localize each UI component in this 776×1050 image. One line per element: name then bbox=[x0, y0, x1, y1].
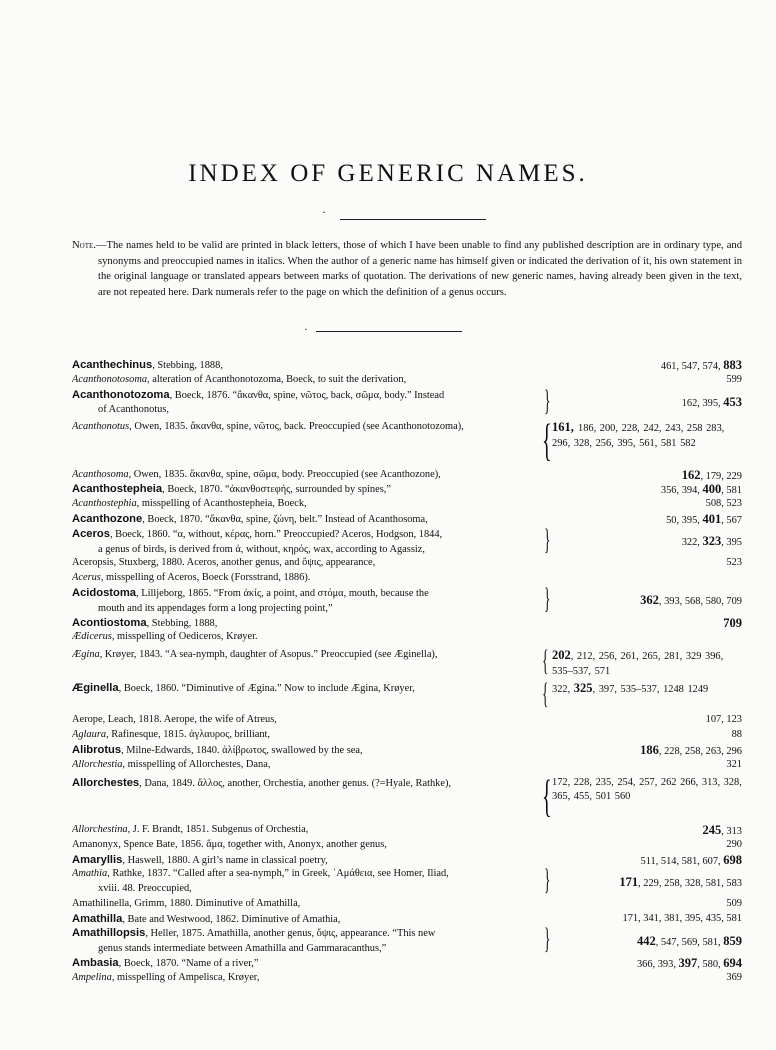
ornament-dot: · bbox=[322, 205, 326, 219]
note-text: —The names held to be valid are printed in black letters, those of which I have been unable to find any published description are in ordinary type, and synonyms and preoccupied names in italics. When the author of a generic name has himself given or indicated the derivation of it, his own statement in the original language or translated appears between marks of quotation. The derivations of new generic names, having already been given in the text, are not repeated here. Dark numerals refer to the page on which the definition of a genus occurs. bbox=[95, 240, 742, 298]
entry-text bbox=[72, 522, 551, 558]
entry-text bbox=[72, 823, 550, 838]
index-entry bbox=[72, 616, 742, 631]
genus-name: Amaryllis bbox=[72, 853, 123, 866]
genus-citation: , Lilljeborg, 1865. “From ἀκίς, a point, and στόμα, mouth, because the bbox=[136, 587, 429, 599]
brace-mark: } bbox=[544, 922, 551, 956]
page-numbers: 461, 547, 574, bbox=[660, 361, 724, 372]
page-numbers: , 228, 258, 263, 296 bbox=[658, 745, 742, 757]
genus-citation: , Rathke, 1837. “Called after a sea-nymph,” in Greek, ᾿Αμάθεια, see Homer, Iliad, bbox=[107, 868, 449, 880]
brace-mark: { bbox=[542, 644, 549, 678]
page-references bbox=[552, 728, 742, 743]
page-references bbox=[552, 971, 742, 986]
genus-name: Allorchestia bbox=[72, 758, 123, 770]
genus-name: Allorchestina bbox=[72, 823, 128, 835]
genus-citation: , misspelling of Aceros, Boeck (Forsstrand, 1886). bbox=[100, 572, 311, 584]
genus-citation: , misspelling of Allorchestes, Dana, bbox=[122, 758, 271, 770]
genus-citation: , Dana, 1849. ἄλλος, another, Orchestia, another genus. (?=Hyale, Rathke), bbox=[139, 777, 452, 789]
genus-name: Amathillopsis bbox=[72, 927, 146, 940]
index-entry bbox=[72, 838, 742, 853]
bold-page-number-end: 859 bbox=[723, 933, 742, 948]
page-numbers: 599 bbox=[726, 373, 742, 385]
note-paragraph bbox=[72, 238, 742, 300]
index-entry bbox=[72, 571, 742, 586]
entry-text bbox=[72, 776, 550, 792]
genus-name: Aglaura bbox=[72, 729, 107, 741]
genus-citation: , misspelling of Ampelisca, Krøyer, bbox=[111, 971, 260, 983]
genus-citation: , Haswell, 1880. A girl’s name in classical poetry, bbox=[122, 854, 328, 866]
index-entry bbox=[72, 823, 742, 838]
page-references bbox=[552, 681, 742, 698]
entry-text bbox=[72, 468, 550, 483]
genus-name: Æginella bbox=[72, 681, 119, 694]
page-references bbox=[552, 758, 742, 773]
genus-citation: , alteration of Acanthonotozoma, Boeck, to suit the derivation, bbox=[147, 373, 407, 385]
page-references bbox=[552, 497, 742, 512]
page-numbers-after: , 397, 535–537, 1248 1249 bbox=[592, 683, 709, 695]
entry-text bbox=[72, 482, 550, 498]
genus-name: Acanthonotus bbox=[72, 421, 130, 433]
page-numbers: 369 bbox=[726, 971, 742, 983]
genus-citation: , Owen, 1835. ἄκανθα, spine, σῶμα, body. Preoccupied (see Acanthozone), bbox=[128, 468, 441, 480]
genus-citation: , misspelling of Acanthostepheia, Boeck, bbox=[136, 498, 307, 510]
bold-page-number: 453 bbox=[723, 394, 742, 409]
genus-name: Acontiostoma bbox=[72, 616, 147, 629]
genus-citation-continued: genus stands intermediate between Amathilla and Gammaracanthus,” bbox=[98, 943, 387, 955]
index-entry bbox=[72, 956, 742, 971]
page-numbers-after: , 581 bbox=[721, 485, 742, 497]
brace-mark: } bbox=[544, 581, 551, 615]
bold-page-number: 401 bbox=[702, 511, 722, 526]
entry-text bbox=[72, 743, 550, 759]
brace-mark: } bbox=[544, 522, 551, 556]
genus-citation: , Spence Bate, 1856. ἅμα, together with, Anonyx, another genus, bbox=[118, 838, 387, 850]
page-title: INDEX OF GENERIC NAMES. bbox=[188, 160, 588, 187]
page-numbers: , 229, 258, 328, 581, 583 bbox=[638, 877, 742, 889]
entry-text bbox=[72, 512, 550, 528]
index-entry bbox=[72, 630, 742, 645]
page-numbers: 366, 393, bbox=[636, 959, 679, 971]
entry-text bbox=[72, 838, 550, 853]
bold-page-number-end: 694 bbox=[723, 956, 742, 971]
page-numbers: 508, 523 bbox=[705, 498, 742, 510]
page-numbers: , 212, 256, 261, 265, 281, 329 396, 535–537, 571 bbox=[552, 651, 724, 677]
genus-citation: , Boeck, 1860. “Diminutive of Ægina.” Now to include Ægina, Krøyer, bbox=[118, 682, 415, 694]
genus-citation-continued: mouth and its appendages form a long projecting point,” bbox=[98, 602, 333, 614]
bold-page-number: 245 bbox=[702, 822, 722, 837]
genus-name: Acanthechinus bbox=[72, 359, 153, 371]
genus-name: Ædicerus bbox=[72, 631, 112, 643]
page-numbers: 171, 341, 381, 395, 435, 581 bbox=[622, 912, 742, 924]
index-entry bbox=[72, 743, 742, 758]
entry-text bbox=[72, 616, 550, 632]
page-numbers: 186, 200, 228, 242, 243, 258 283, 296, 328, 256, 395, 561, 581 582 bbox=[552, 423, 725, 449]
index-entry bbox=[72, 581, 742, 616]
genus-citation: , Boeck, 1870. “ἄκανθα, spine, ζώνη, belt.” Instead of Acanthosoma, bbox=[142, 513, 428, 525]
index-entry bbox=[72, 853, 742, 868]
entry-text bbox=[72, 922, 551, 957]
bold-page-number: 161, bbox=[552, 420, 578, 435]
genus-citation: , Boeck, 1860. “α, without, κέρας, horn.” Preoccupied? Aceros, Hodgson, 1844, bbox=[109, 528, 443, 540]
page-numbers-after: , 567 bbox=[721, 514, 742, 526]
entry-text bbox=[72, 383, 551, 419]
entry-text bbox=[72, 420, 550, 435]
entry-text bbox=[72, 571, 550, 586]
genus-citation: , Stebbing, 1888, bbox=[146, 617, 218, 629]
entry-text bbox=[72, 681, 550, 697]
entry-text bbox=[72, 556, 550, 571]
index-entry bbox=[72, 383, 742, 418]
entry-text bbox=[72, 358, 550, 374]
genus-citation: , Milne-Edwards, 1840. ἀλίβρωτος, swallowed by the sea, bbox=[121, 744, 363, 756]
entry-text bbox=[72, 853, 550, 869]
index-entry bbox=[72, 770, 742, 821]
entry-text bbox=[72, 758, 550, 773]
page-numbers: 322, bbox=[681, 537, 703, 549]
page-numbers: 50, 395, bbox=[666, 514, 703, 526]
page-references bbox=[552, 648, 742, 680]
page-references bbox=[552, 897, 742, 912]
title-rule bbox=[340, 219, 486, 220]
bold-page-number: 698 bbox=[723, 852, 742, 867]
entry-text bbox=[72, 713, 550, 728]
index-entry bbox=[72, 512, 742, 527]
index-entry bbox=[72, 713, 742, 728]
entry-text bbox=[72, 971, 550, 986]
brace-mark: { bbox=[542, 415, 552, 466]
page-numbers: , 547, 569, 581, bbox=[655, 936, 724, 948]
index-entry bbox=[72, 468, 742, 483]
entry-text bbox=[72, 648, 550, 663]
page-numbers: , 393, 568, 580, 709 bbox=[658, 596, 742, 608]
genus-citation: , Stuxberg, 1880. Aceros, another genus, and ὄψις, appearance, bbox=[113, 557, 376, 569]
index-entry bbox=[72, 373, 742, 388]
genus-citation-continued: of Acanthonotus, bbox=[98, 404, 169, 416]
genus-citation: , J. F. Brandt, 1851. Subgenus of Orchestia, bbox=[127, 823, 309, 835]
page-numbers: 511, 514, 581, 607, bbox=[640, 855, 724, 867]
genus-name: Aceros bbox=[72, 527, 110, 540]
genus-name: Ægina bbox=[72, 649, 100, 661]
genus-citation: , Boeck, 1870. “ἀκανθοστεφής, surrounded by spines,” bbox=[162, 484, 391, 496]
genus-name: Alibrotus bbox=[72, 743, 122, 756]
genus-name: Acanthonotozoma bbox=[72, 388, 170, 401]
index-entry bbox=[72, 971, 742, 986]
genus-citation: , misspelling of Oediceros, Krøyer. bbox=[111, 631, 258, 643]
bold-page-number: 362 bbox=[640, 593, 659, 608]
page-numbers: 88 bbox=[731, 729, 742, 741]
genus-citation: , Leach, 1818. Aerope, the wife of Atreus, bbox=[102, 714, 277, 726]
bold-page-number: 400 bbox=[702, 482, 722, 497]
index-entries bbox=[72, 358, 742, 986]
page-numbers: 321 bbox=[726, 758, 742, 770]
index-entry bbox=[72, 912, 742, 927]
brace-mark: { bbox=[542, 676, 549, 710]
entry-text bbox=[72, 373, 550, 388]
genus-name: Ambasia bbox=[72, 957, 119, 970]
bold-page-number: 202 bbox=[552, 648, 571, 663]
page-references bbox=[552, 395, 742, 412]
page-references bbox=[552, 934, 742, 951]
entry-text bbox=[72, 956, 550, 972]
index-entry bbox=[72, 522, 742, 557]
page-references bbox=[552, 556, 742, 571]
genus-citation: , Stebbing, 1888, bbox=[152, 360, 223, 371]
genus-citation: , Rafinesque, 1815. ἀγλαυρος, brilliant, bbox=[106, 729, 271, 741]
page-references bbox=[552, 875, 742, 892]
genus-name: Acanthozone bbox=[72, 512, 143, 525]
genus-name: Acanthostephia bbox=[72, 498, 137, 510]
page-numbers: 162, 395, bbox=[681, 397, 724, 409]
page-references bbox=[552, 420, 742, 452]
bold-page-number: 186 bbox=[640, 742, 659, 757]
page-numbers: 356, 394, bbox=[660, 485, 703, 497]
bold-page-number: 397 bbox=[678, 956, 698, 971]
bold-page-number: 883 bbox=[723, 358, 742, 372]
genus-name: Acanthostepheia bbox=[72, 483, 163, 496]
bold-page-number: 709 bbox=[723, 615, 742, 630]
entry-text bbox=[72, 581, 551, 617]
page-numbers: 523 bbox=[726, 557, 742, 569]
page-references bbox=[552, 776, 742, 806]
genus-name: Acanthosoma bbox=[72, 468, 129, 480]
genus-name: Amathilla bbox=[72, 912, 123, 925]
index-entry bbox=[72, 897, 742, 912]
brace-mark: } bbox=[544, 863, 551, 897]
genus-name: Allorchestes bbox=[72, 776, 140, 789]
genus-name: Amanonyx bbox=[72, 838, 119, 850]
bold-page-number: 323 bbox=[702, 534, 722, 549]
index-entry bbox=[72, 728, 742, 743]
genus-name: Acidostoma bbox=[72, 586, 137, 599]
page-references bbox=[552, 713, 742, 728]
bold-page-number: 442 bbox=[636, 933, 656, 948]
page-numbers: , 313 bbox=[721, 825, 742, 837]
entry-text bbox=[72, 630, 550, 645]
index-entry bbox=[72, 358, 742, 373]
genus-name: Amathilinella bbox=[72, 897, 130, 909]
genus-citation: , Bate and Westwood, 1862. Diminutive of Amathia, bbox=[122, 913, 341, 925]
index-entry bbox=[72, 556, 742, 571]
note-rule bbox=[316, 331, 462, 332]
bold-page-number: 162 bbox=[681, 467, 701, 482]
page-numbers: 290 bbox=[726, 838, 742, 850]
entry-text bbox=[72, 728, 550, 743]
entry-text bbox=[72, 863, 551, 897]
brace-mark: } bbox=[544, 383, 551, 417]
genus-name: Acerus bbox=[72, 572, 101, 584]
page-numbers: 322, bbox=[552, 683, 574, 695]
genus-citation: , Owen, 1835. ἄκανθα, spine, νῶτος, back. Preoccupied (see Acanthonotozoma), bbox=[129, 421, 464, 433]
genus-name: Aceropsis bbox=[72, 557, 114, 569]
genus-name: Acanthonotosoma bbox=[72, 373, 148, 385]
index-entry bbox=[72, 758, 742, 773]
genus-citation: , Krøyer, 1843. “A sea-nymph, daughter of Asopus.” Preoccupied (see Æginella), bbox=[99, 649, 438, 661]
genus-citation: , Grimm, 1880. Diminutive of Amathilla, bbox=[129, 897, 301, 909]
genus-name: Ampelina bbox=[72, 971, 112, 983]
genus-name: Aerope bbox=[72, 714, 103, 726]
entry-text bbox=[72, 497, 550, 512]
genus-citation: , Boeck, 1876. “ἄκανθα, spine, νῶτος, back, σῶμα, body.” Instead bbox=[169, 389, 445, 401]
index-entry bbox=[72, 863, 742, 897]
bold-page-number: 171 bbox=[619, 874, 639, 889]
entry-text bbox=[72, 897, 550, 912]
note-lead: Note. bbox=[72, 240, 96, 251]
page-numbers: , 179, 229 bbox=[700, 470, 742, 482]
page-numbers-after: , 580, bbox=[697, 959, 724, 971]
page-numbers-after: , 395 bbox=[721, 537, 742, 549]
page-references bbox=[552, 838, 742, 853]
page-references bbox=[552, 593, 742, 610]
page-numbers: 172, 228, 235, 254, 257, 262 266, 313, 328, 365, 455, 501 560 bbox=[552, 776, 742, 803]
index-entry bbox=[72, 644, 742, 678]
page-numbers: 107, 123 bbox=[705, 714, 742, 726]
bold-page-number: 325 bbox=[573, 680, 593, 695]
genus-citation: , Boeck, 1870. “Name of a river,” bbox=[118, 958, 259, 970]
index-entry bbox=[72, 676, 742, 711]
page-references bbox=[552, 373, 742, 388]
ornament-dot: · bbox=[304, 322, 308, 336]
index-entry bbox=[72, 415, 742, 466]
index-entry bbox=[72, 497, 742, 512]
page-references bbox=[552, 534, 742, 551]
index-entry bbox=[72, 482, 742, 497]
page-references bbox=[552, 912, 742, 927]
entry-text bbox=[72, 912, 550, 928]
index-entry bbox=[72, 922, 742, 956]
brace-mark: { bbox=[542, 770, 552, 821]
genus-citation: , Heller, 1875. Amathilla, another genus, ὄψις, appearance. “This new bbox=[145, 928, 436, 940]
genus-citation-continued: a genus of birds, is derived from ἀ, without, κηρός, wax, according to Agassiz, bbox=[98, 543, 425, 555]
genus-citation-continued: xviii. 48. Preoccupied, bbox=[98, 883, 192, 895]
page-numbers: 509 bbox=[726, 897, 742, 909]
genus-name: Amathia bbox=[72, 868, 108, 880]
